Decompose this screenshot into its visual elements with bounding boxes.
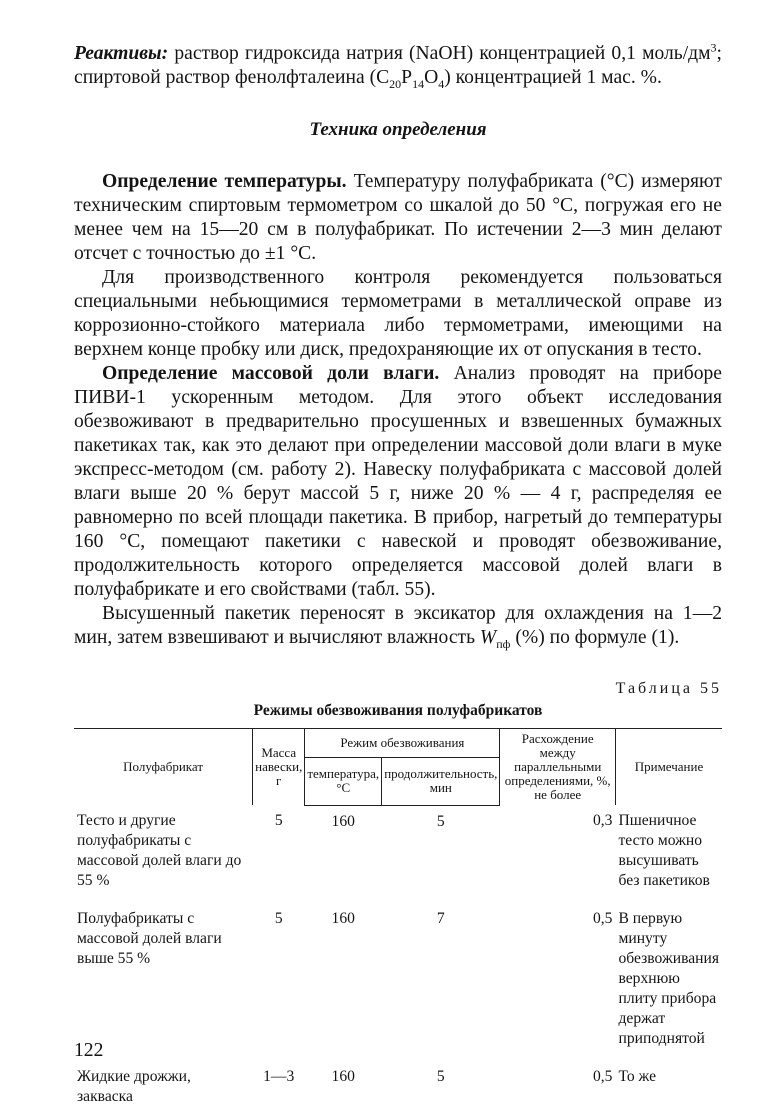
section-title: Техника определения: [309, 119, 487, 140]
header-product: Полуфабрикат: [74, 729, 253, 806]
reagents-label: Реактивы:: [74, 43, 169, 64]
cell-duration: 7: [436, 910, 445, 927]
cell-mass: 5: [274, 812, 283, 829]
cell-temp: 160: [331, 812, 355, 830]
temperature-paragraph: Определение температуры. Температуру полуфабриката (°С) измеряют техническим спиртовым термометром со шкалой до 50 °С, погружая его не менее чем на 15—20 см в полуфабрикат. По истечении 2—3 мин делают отсчет с точностью до ±1 °С.: [74, 171, 722, 264]
cell-diff: 0,5: [592, 910, 613, 927]
header-duration: продолжительность, мин: [382, 757, 500, 805]
cell-product: Полуфабрикаты с массовой долей влаги выше 55 %: [77, 910, 222, 967]
cell-note: То же: [618, 1068, 657, 1085]
header-temp: температура, °С: [305, 757, 382, 805]
page-content: [74, 42, 722, 1119]
header-note: Примечание: [615, 729, 722, 806]
cell-note: Пшеничное тесто можно высушивать без пакетиков: [618, 812, 710, 889]
moisture-paragraph: Определение массовой доли влаги. Анализ проводят на приборе ПИВИ-1 ускоренным методом. Для этого объект исследования обезвоживают в предварительно просушенных и взвешенных бумажных пакетиках так, как это делают при определении массовой доли влаги в муке экспресс-методом (см. работу 2). Навеску полуфабриката с массовой долей влаги выше 20 % берут массой 5 г, ниже 20 % — 4 г, распределяя ее равномерно по всей площади пакетика. В прибор, нагретый до температуры 160 °С, помещают пакетики с навеской и проводят обезвоживание, продолжительность которого определяется массовой долей влаги в полуфабрикате и его свойствами (табл. 55).: [74, 363, 722, 600]
cell-diff: 0,5: [592, 1068, 613, 1085]
temperature-label: Определение температуры.: [102, 171, 347, 192]
drying-paragraph: Высушенный пакетик переносят в эксикатор для охлаждения на 1—2 мин, затем взвешивают и вычисляют влажность $W_{пф}$ (%) по формуле (1).: [74, 603, 722, 651]
cell-mass: 1—3: [263, 1068, 295, 1085]
cell-temp: 160: [331, 910, 355, 927]
page-number: 122: [74, 1040, 104, 1061]
table-row: [74, 1061, 722, 1119]
table-caption: Режимы обезвоживания полуфабрикатов: [253, 702, 543, 719]
cell-diff: 0,3: [592, 812, 613, 829]
cell-temp: 160: [331, 1068, 355, 1085]
cell-product: Тесто и другие полуфабрикаты с массовой долей влаги до 55 %: [77, 812, 242, 889]
cell-note: В первую минуту обезвоживания верхнюю плиту прибора держат приподнятой: [618, 910, 720, 1047]
drying-modes-table: [74, 728, 722, 1119]
cell-mass: 5: [274, 910, 283, 927]
header-mass: Масса навески, г: [253, 729, 305, 806]
table-label: Таблица 55: [615, 680, 722, 697]
thermometer-paragraph: Для производственного контроля рекомендуется пользоваться специальными небьющимися термометрами в металлической оправе из коррозионно-стойкого материала либо термометрами, имеющими на верхнем конце пробку или диск, предохраняющие их от опускания в тесто.: [74, 267, 722, 360]
table-row: [74, 903, 722, 1061]
cell-duration: 5: [436, 1068, 445, 1085]
moisture-label: Определение массовой доли влаги.: [102, 363, 440, 384]
header-diff: Расхождение между параллельными определениями, %, не более: [500, 729, 616, 806]
header-mode: Режим обезвоживания: [305, 729, 500, 758]
table-row: [74, 805, 722, 903]
cell-product: Жидкие дрожжи, закваска: [77, 1068, 191, 1105]
reagents-paragraph: Реактивы: раствор гидроксида натрия (NaOH) концентрацией 0,1 моль/$дм^3$; спиртовой раствор фенолфталеина $(C_{20}P_{14}O_4)$ концентрацией 1 мас. %.: [74, 40, 722, 91]
cell-duration: 5: [436, 812, 445, 830]
